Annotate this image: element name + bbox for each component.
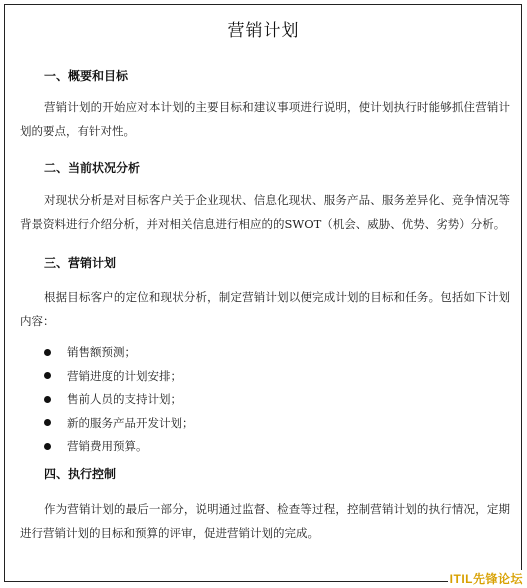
list-item-text: 新的服务产品开发计划； bbox=[67, 415, 194, 430]
list-item bbox=[44, 388, 194, 412]
section-heading-control: 四、执行控制 bbox=[44, 467, 117, 481]
section-heading-situation: 二、当前状况分析 bbox=[44, 161, 141, 175]
list-item bbox=[44, 412, 194, 436]
list-item bbox=[44, 365, 194, 389]
list-item-text: 营销费用预算。 bbox=[67, 439, 148, 453]
list-item-text: 销售额预测； bbox=[67, 345, 136, 359]
bullet-dot-icon bbox=[44, 443, 51, 450]
bullet-dot-icon bbox=[44, 396, 51, 403]
section-paragraph-plan: 根据目标客户的定位和现状分析，制定营销计划以便完成计划的目标和任务。包括如下计划内容： bbox=[20, 290, 510, 328]
section-paragraph-overview: 营销计划的开始应对本计划的主要目标和建议事项进行说明，使计划执行时能够抓住营销计划的要点，有针对性。 bbox=[20, 100, 510, 138]
document-title: 营销计划 bbox=[227, 21, 300, 41]
section-heading-plan: 三、营销计划 bbox=[44, 256, 117, 270]
bullet-dot-icon bbox=[44, 372, 51, 379]
forum-watermark: ITIL先锋论坛 bbox=[449, 572, 523, 586]
list-item bbox=[44, 341, 194, 365]
plan-bullet-list bbox=[44, 341, 194, 459]
section-heading-overview: 一、概要和目标 bbox=[44, 69, 129, 83]
bullet-dot-icon bbox=[44, 349, 51, 356]
list-item bbox=[44, 435, 194, 459]
section-paragraph-situation: 对现状分析是对目标客户关于企业现状、信息化现状、服务产品、服务差异化、竞争情况等背景资料进行介绍分析，并对相关信息进行相应的的SWOT（机会、威胁、优势、劣势）分析。 bbox=[20, 193, 510, 231]
section-paragraph-control: 作为营销计划的最后一部分，说明通过监督、检查等过程，控制营销计划的执行情况，定期进行营销计划的目标和预算的评审，促进营销计划的完成。 bbox=[20, 502, 510, 540]
list-item-text: 营销进度的计划安排； bbox=[67, 368, 182, 383]
list-item-text: 售前人员的支持计划； bbox=[67, 392, 182, 406]
bullet-dot-icon bbox=[44, 419, 51, 426]
